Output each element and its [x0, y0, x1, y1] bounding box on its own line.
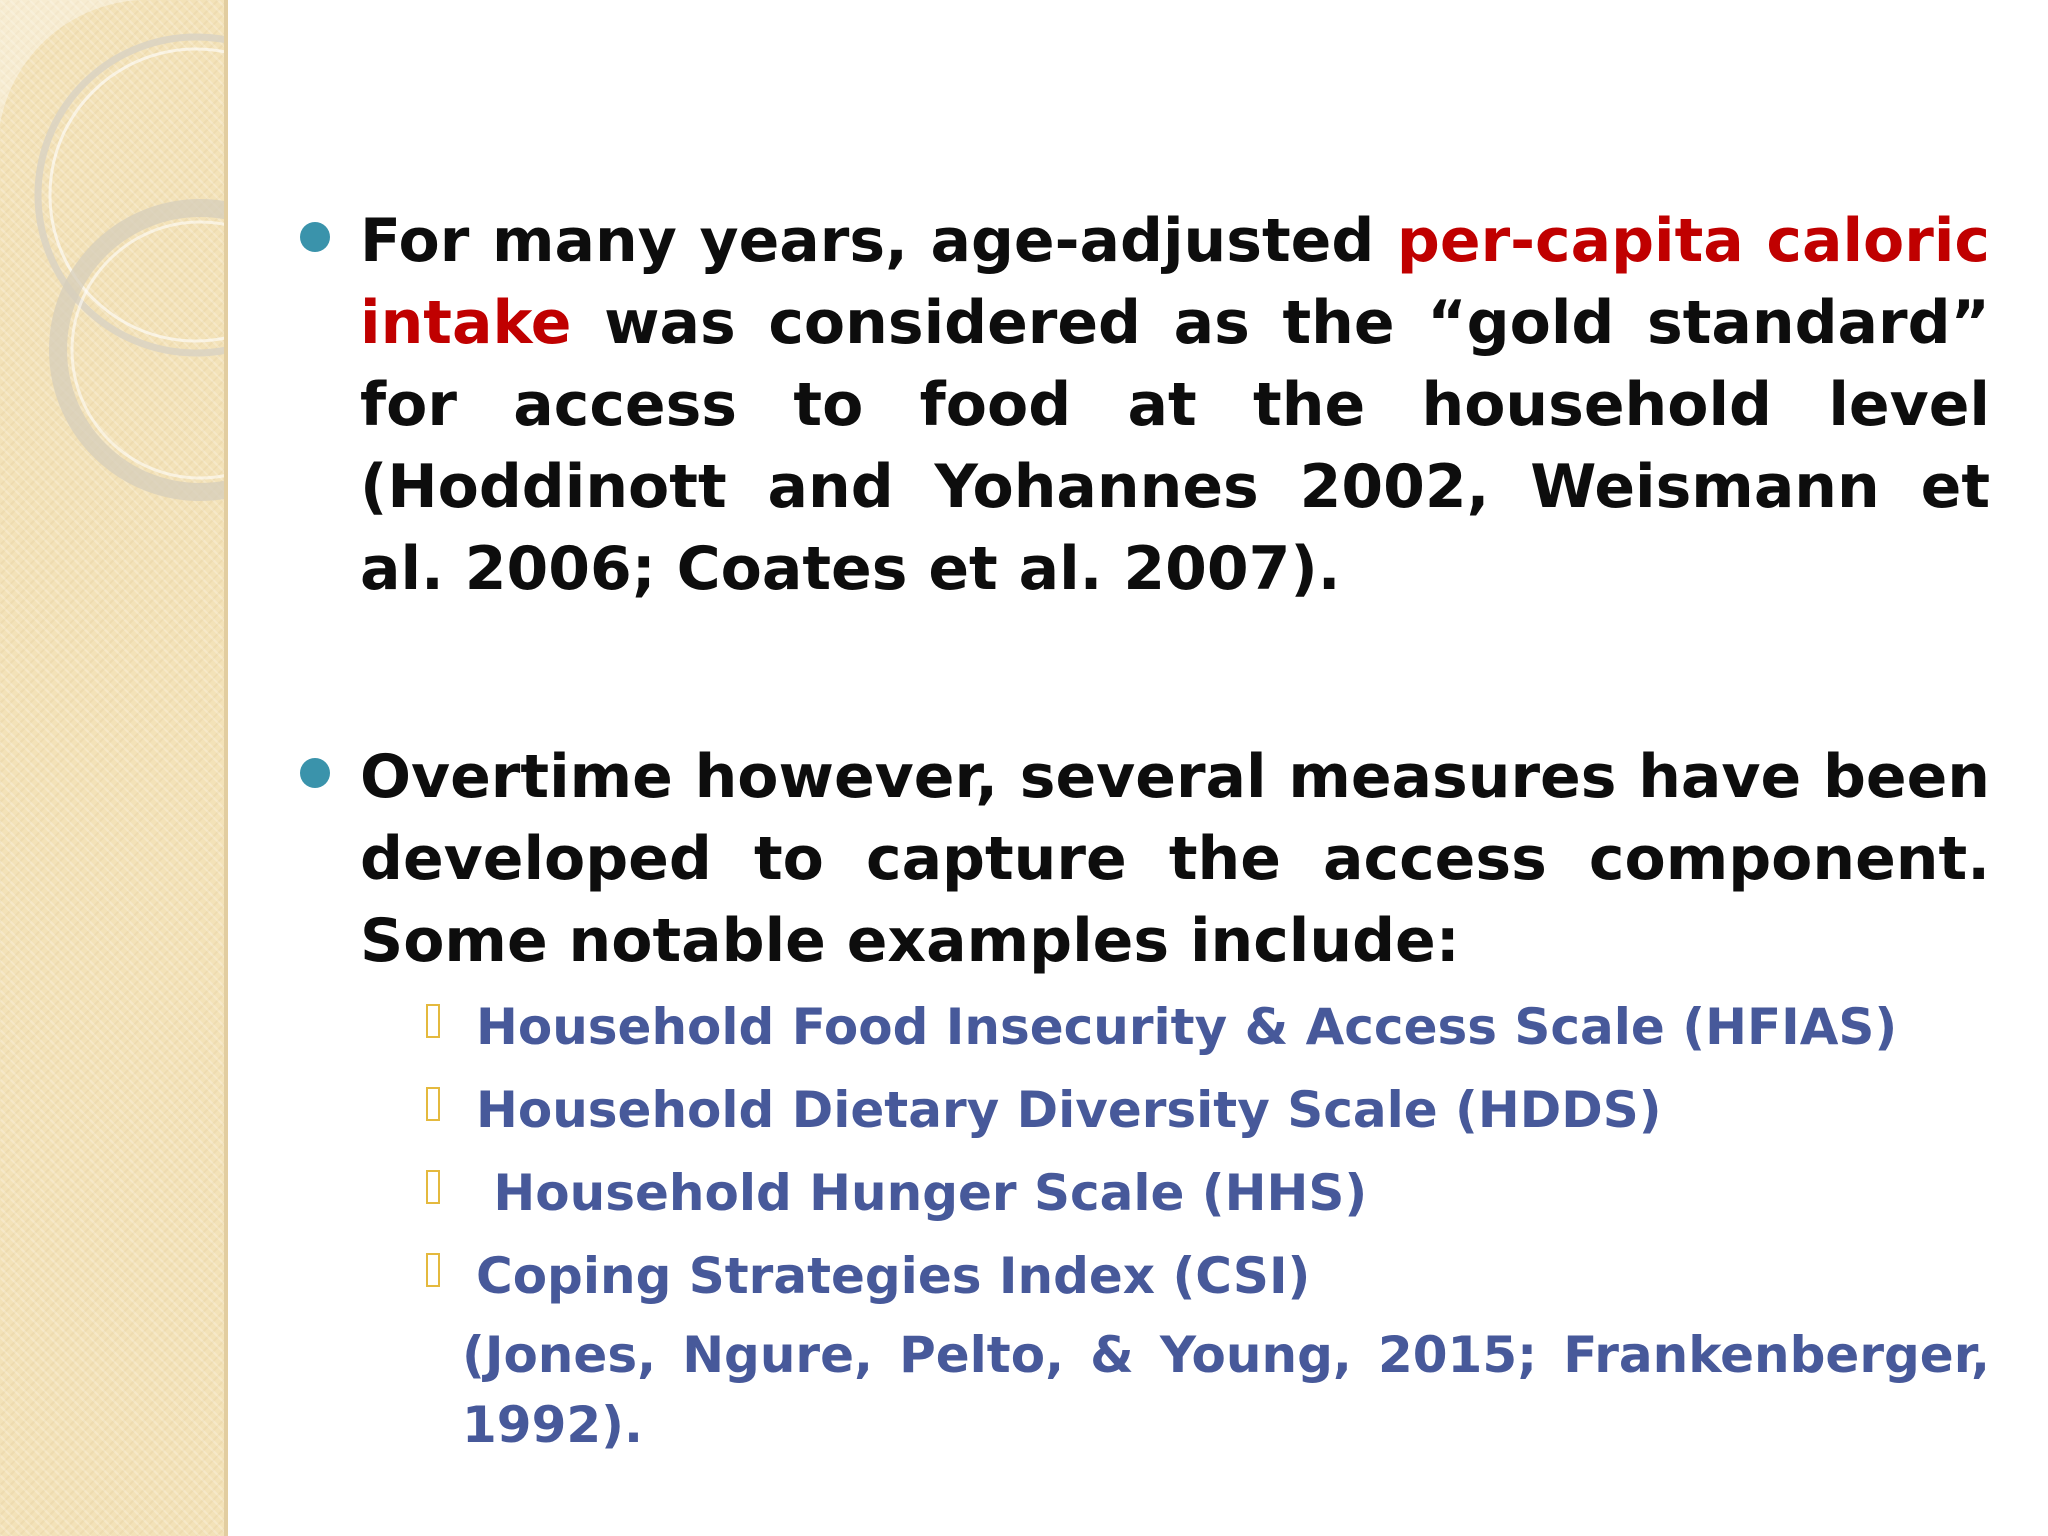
decorative-rings-icon [0, 0, 228, 520]
citation-text: (Jones, Ngure, Pelto, & Young, 2015; Frankenberger, 1992). [462, 1326, 1990, 1454]
text-segment: For many years, age-adjusted [360, 206, 1397, 276]
slide-content [296, 200, 1990, 1460]
list-item [426, 986, 1990, 1069]
bullet-item-caloric-intake [296, 200, 1990, 610]
list-item-label: Household Hunger Scale (HHS) [476, 1164, 1368, 1222]
list-item-label: Household Dietary Diversity Scale (HDDS) [476, 1081, 1662, 1139]
decorative-side-panel [0, 0, 228, 1536]
highlighted-term: per-capita caloric intake [360, 206, 1990, 358]
sub-bullet-icon [426, 1004, 440, 1038]
list-item [426, 1069, 1990, 1152]
bullet-dot-icon [300, 758, 330, 788]
sub-bullet-icon [426, 1087, 440, 1121]
list-item [426, 1235, 1990, 1318]
bullet-text [360, 206, 1990, 604]
sub-bullet-icon [426, 1253, 440, 1287]
examples-list [426, 986, 1990, 1318]
list-item-label: Coping Strategies Index (CSI) [476, 1247, 1311, 1305]
sub-bullet-icon [426, 1170, 440, 1204]
list-item [426, 1152, 1990, 1235]
text-segment: was considered as the “gold standard” for access to food at the household level (Hoddinott and Yohannes 2002, Weismann et al. 2006; Coates et al. 2007). [360, 288, 1990, 604]
spacer [296, 610, 1990, 736]
side-panel-edge [224, 0, 228, 1536]
bullet-text: Overtime however, several measures have been developed to capture the access component. Some notable examples include: [360, 742, 1990, 976]
list-item-label: Household Food Insecurity & Access Scale (HFIAS) [476, 998, 1898, 1056]
bullet-item-access-measures [296, 736, 1990, 982]
bullet-dot-icon [300, 222, 330, 252]
